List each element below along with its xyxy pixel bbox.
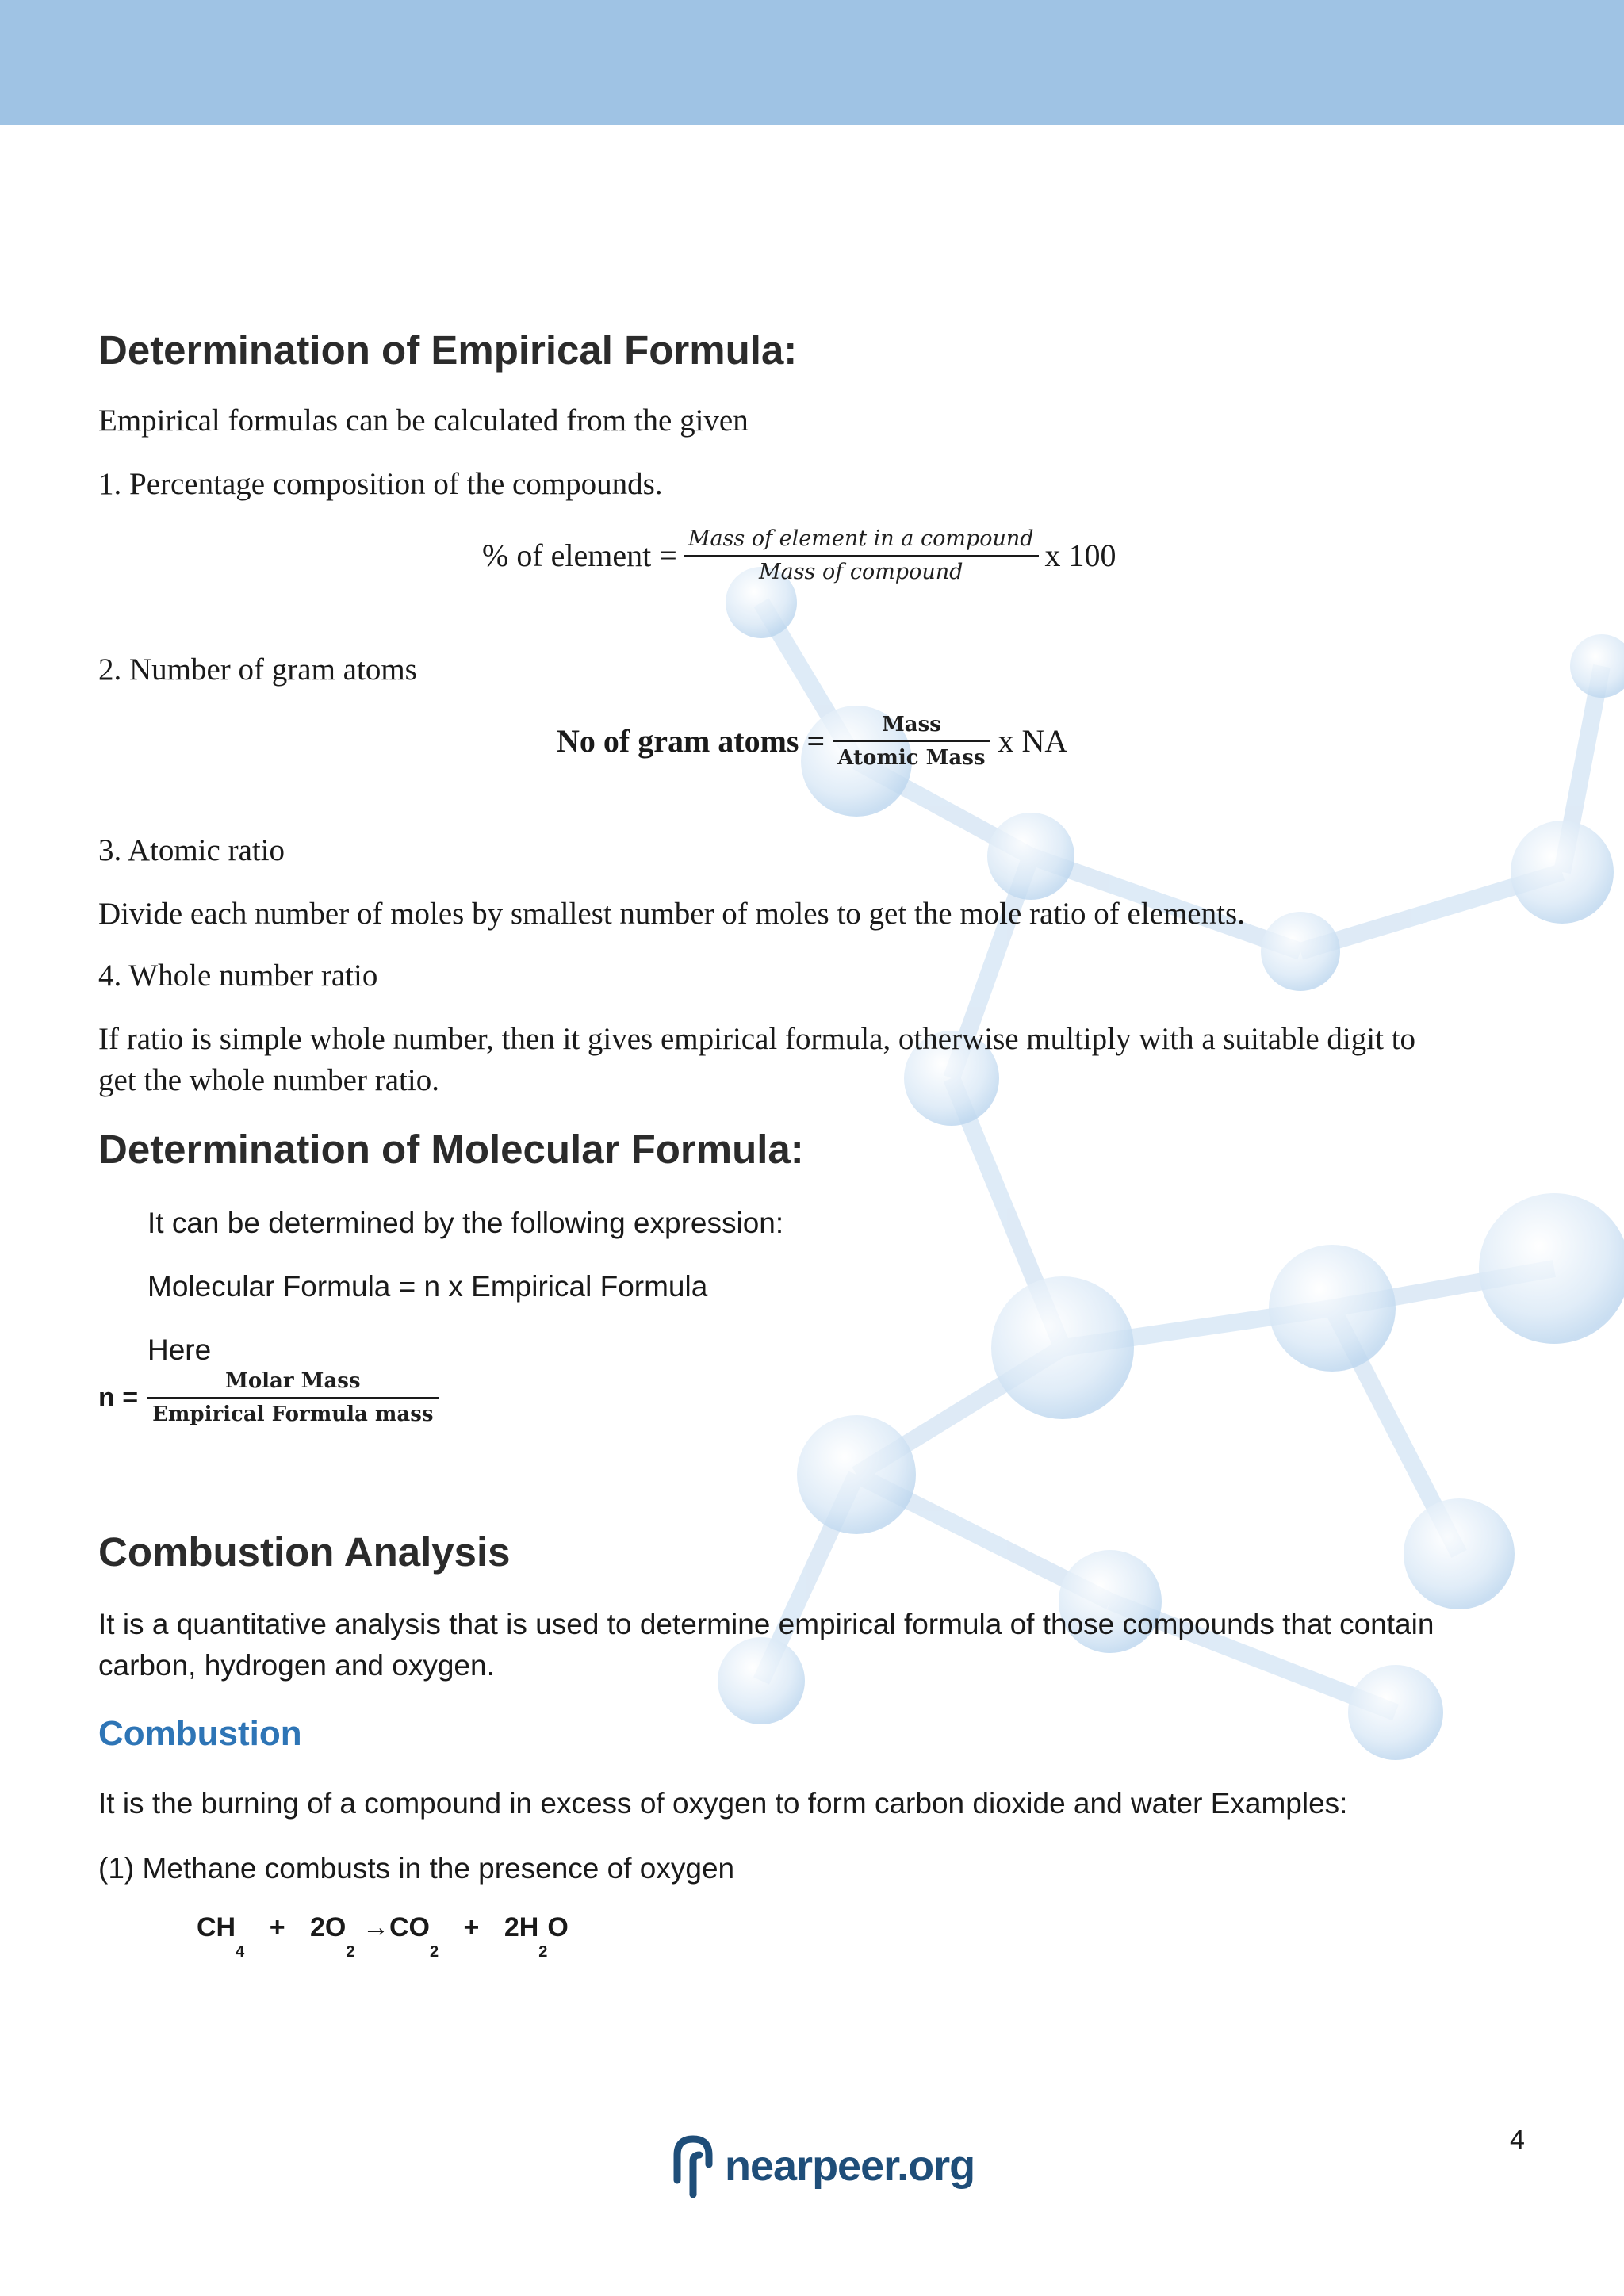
fraction-denominator: Mass of compound [758, 560, 963, 584]
molecular-line-1: It can be determined by the following expression: [147, 1207, 784, 1239]
empirical-item-4: 4. Whole number ratio [98, 959, 378, 993]
percent-element-equation [482, 523, 1116, 588]
reactant-o2: $2O_2$ [310, 1912, 355, 1961]
combustion-text-2: carbon, hydrogen and oxygen. [98, 1649, 495, 1682]
combustion-analysis-heading: Combustion Analysis [98, 1529, 511, 1575]
plus-sign: + [463, 1912, 480, 1942]
reactant-ch4: $CH_4$ [197, 1912, 245, 1961]
molecular-line-3: Here [147, 1334, 212, 1366]
page-number: 4 [1510, 2125, 1525, 2155]
fraction-numerator: Molar Mass [225, 1369, 361, 1393]
empirical-item-4-text-1: If ratio is simple whole number, then it gives empirical formula, otherwise multiply with a suitable digit to [98, 1022, 1416, 1056]
equation-lhs: n = [98, 1383, 139, 1413]
empirical-heading: Determination of Empirical Formula: [98, 327, 798, 373]
empirical-item-1: 1. Percentage composition of the compounds. [98, 467, 663, 501]
empirical-item-3-text: Divide each number of moles by smallest number of moles to get the mole ratio of elements. [98, 897, 1245, 931]
product-co2: $CO_2$ [389, 1912, 439, 1961]
gram-atoms-equation [557, 709, 1067, 774]
nearpeer-logo [672, 2133, 975, 2199]
empirical-item-2: 2. Number of gram atoms [98, 652, 417, 687]
methane-reaction [197, 1912, 569, 1961]
logo-text: nearpeer.org [725, 2142, 975, 2190]
equation-fraction [833, 709, 990, 774]
fraction-numerator: Mass [881, 713, 941, 737]
fraction-denominator: Empirical Formula mass [152, 1402, 434, 1426]
molecular-line-2: Molecular Formula = n x Empirical Formula [147, 1270, 708, 1303]
equation-lhs: No of gram atoms = [557, 723, 825, 759]
fraction-denominator: Atomic Mass [837, 746, 986, 770]
nearpeer-logo-icon [672, 2133, 714, 2199]
plus-sign: + [269, 1912, 285, 1942]
combustion-example-1: (1) Methane combusts in the presence of oxygen [98, 1852, 735, 1885]
combustion-subheading: Combustion [98, 1714, 302, 1753]
empirical-item-3: 3. Atomic ratio [98, 833, 285, 867]
molecular-heading: Determination of Molecular Formula: [98, 1127, 804, 1172]
fraction-numerator: Mass of element in a compound [688, 526, 1034, 551]
equation-fraction [684, 523, 1039, 588]
equation-rhs: x NA [998, 723, 1068, 759]
equation-fraction [147, 1365, 438, 1430]
arrow-icon: → [362, 1912, 389, 1942]
combustion-text-1: It is a quantitative analysis that is used to determine empirical formula of those compounds that contain [98, 1608, 1434, 1640]
equation-rhs: x 100 [1044, 538, 1116, 573]
combustion-text-3: It is the burning of a compound in excess of oxygen to form carbon dioxide and water Examples: [98, 1787, 1348, 1820]
empirical-item-4-text-2: get the whole number ratio. [98, 1063, 439, 1097]
top-header-band [0, 0, 1624, 125]
equation-lhs: % of element = [482, 538, 677, 573]
product-h2o: $2H_2O$ [504, 1912, 569, 1961]
empirical-intro: Empirical formulas can be calculated from the given [98, 404, 749, 438]
n-equation [98, 1365, 439, 1430]
